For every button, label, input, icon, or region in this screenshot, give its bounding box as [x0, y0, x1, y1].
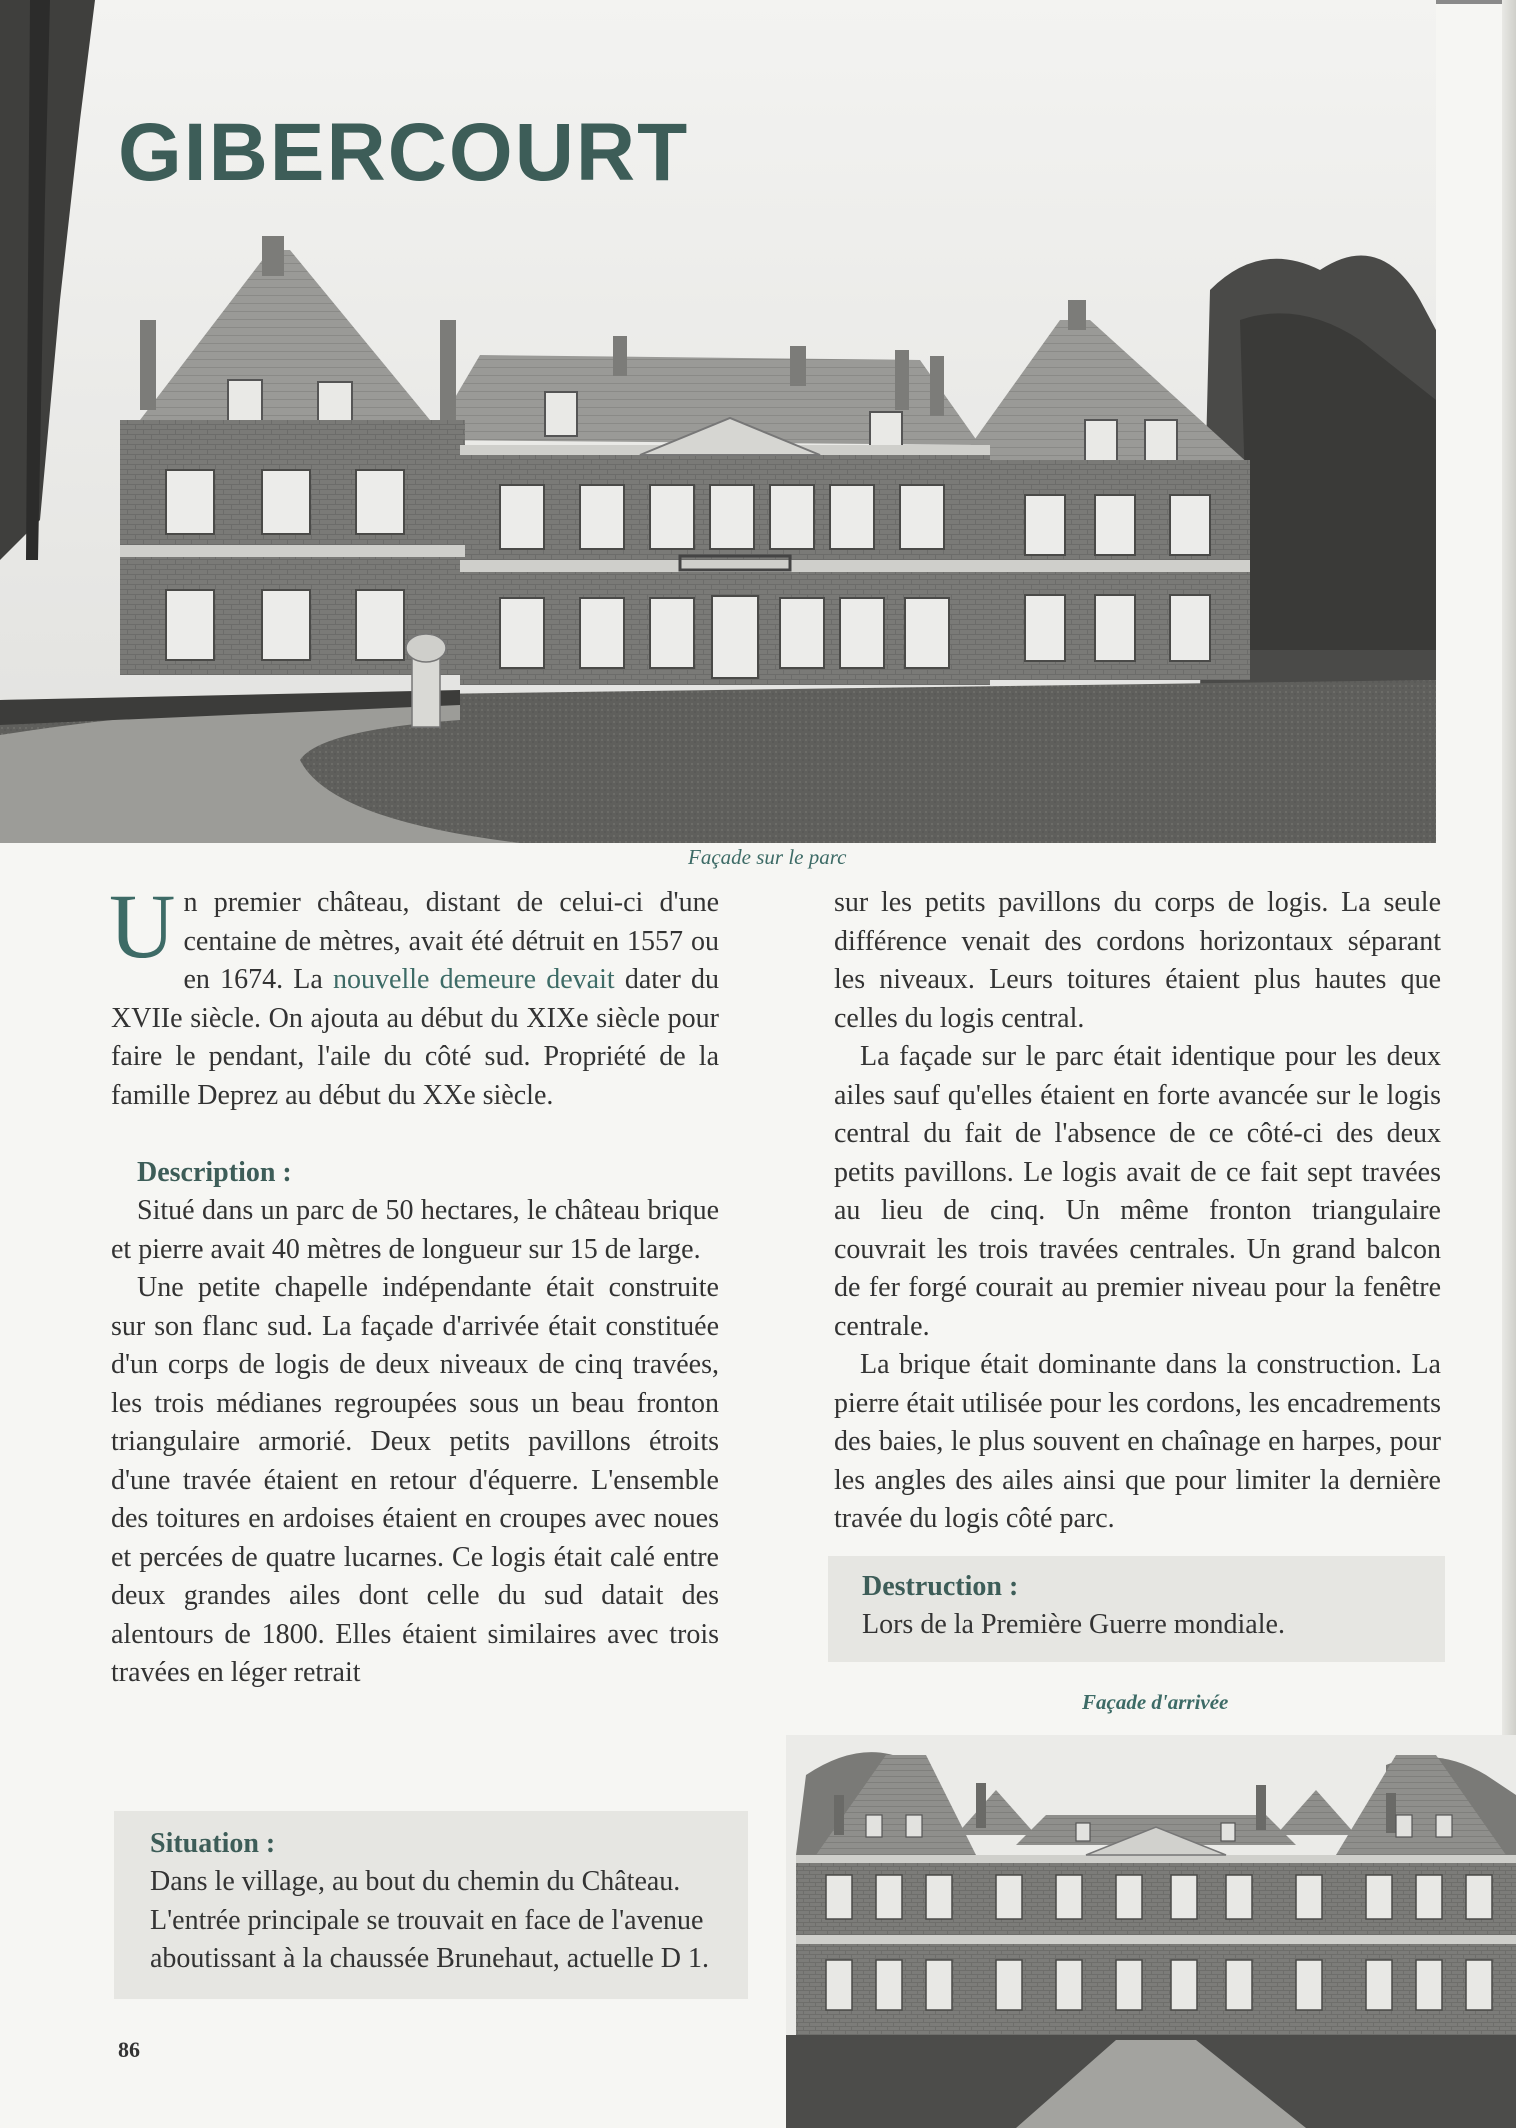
intro-text-continued: dater du XVIIe siècle. On ajouta au début du XIXe siècle pour faire le pendant, l'aile du côté sud. Propriété de la famille Deprez au début du XXe siècle. [111, 964, 719, 1111]
situation-heading: Situation : [150, 1828, 276, 1859]
body-paragraph: La brique était dominante dans la construction. La pierre était utilisée pour les cordons, les encadrements des baies, le plus souvent en chaînage en harpes, pour les angles des ailes ainsi que pour limiter la dernière travée du logis côté parc. [834, 1349, 1441, 1534]
second-photo-caption: Façade d'arrivée [1082, 1690, 1229, 1714]
intro-highlight: nouvelle demeure devait [333, 964, 615, 995]
body-paragraph: La façade sur le parc était identique pour les deux ailes sauf qu'elles étaient en forte avancée sur le logis central du fait de l'absence de ce côté-ci des deux petits pavillons. Le logis avait de ce fait sept travées au lieu de cinq. Un même fronton triangulaire couvrait les trois travées centrales. Un grand balcon de fer forgé courait au premier niveau pour la fenêtre centrale. [834, 1041, 1441, 1342]
page-number: 86 [118, 2037, 140, 2062]
destruction-box [828, 1556, 1445, 1662]
body-paragraph: sur les petits pavillons du corps de logis. La seule différence venait des cordons horizontaux séparant les niveaux. Leurs toitures étaient plus hautes que celles du logis central. [834, 887, 1441, 1034]
destruction-text: Lors de la Première Guerre mondiale. [862, 1609, 1285, 1640]
left-column [109, 875, 719, 1693]
description-paragraph: Situé dans un parc de 50 hectares, le château brique et pierre avait 40 mètres de longueur sur 15 de large. [111, 1195, 719, 1265]
description-paragraph: Une petite chapelle indépendante était construite sur son flanc sud. La façade d'arrivée était constituée d'un corps de logis de deux niveaux de cinq travées, les trois médianes regroupées sous un beau fronton triangulaire armorié. Deux petits pavillons étroits d'une travée étaient en retour d'équerre. L'ensemble des toitures en ardoises étaient en croupes avec noues et percées de quatre lucarnes. Ce logis était calé entre deux grandes ailes dont celle du sud datait des alentours de 1800. Elles étaient similaires avec trois travées en léger retrait [111, 1272, 719, 1688]
chateau-arrival-facade-photo [786, 1735, 1516, 2128]
intro-text: n premier château, distant de celui-ci d'une centaine de mètres, avait été détruit en 1557 ou en 1674. La [183, 887, 719, 995]
situation-box [114, 1811, 748, 1999]
drop-cap: U [109, 875, 176, 977]
situation-text: Dans le village, au bout du chemin du Château. L'entrée principale se trouvait en face de l'avenue aboutissant à la chaussée Brunehaut, actuelle D 1. [150, 1866, 710, 1974]
destruction-heading: Destruction : [862, 1571, 1019, 1602]
right-column [834, 884, 1441, 1539]
intro-paragraph [109, 875, 719, 1115]
main-photo-caption: Façade sur le parc [688, 845, 847, 869]
page-title: GIBERCOURT [118, 107, 690, 198]
description-heading: Description : [137, 1157, 292, 1188]
